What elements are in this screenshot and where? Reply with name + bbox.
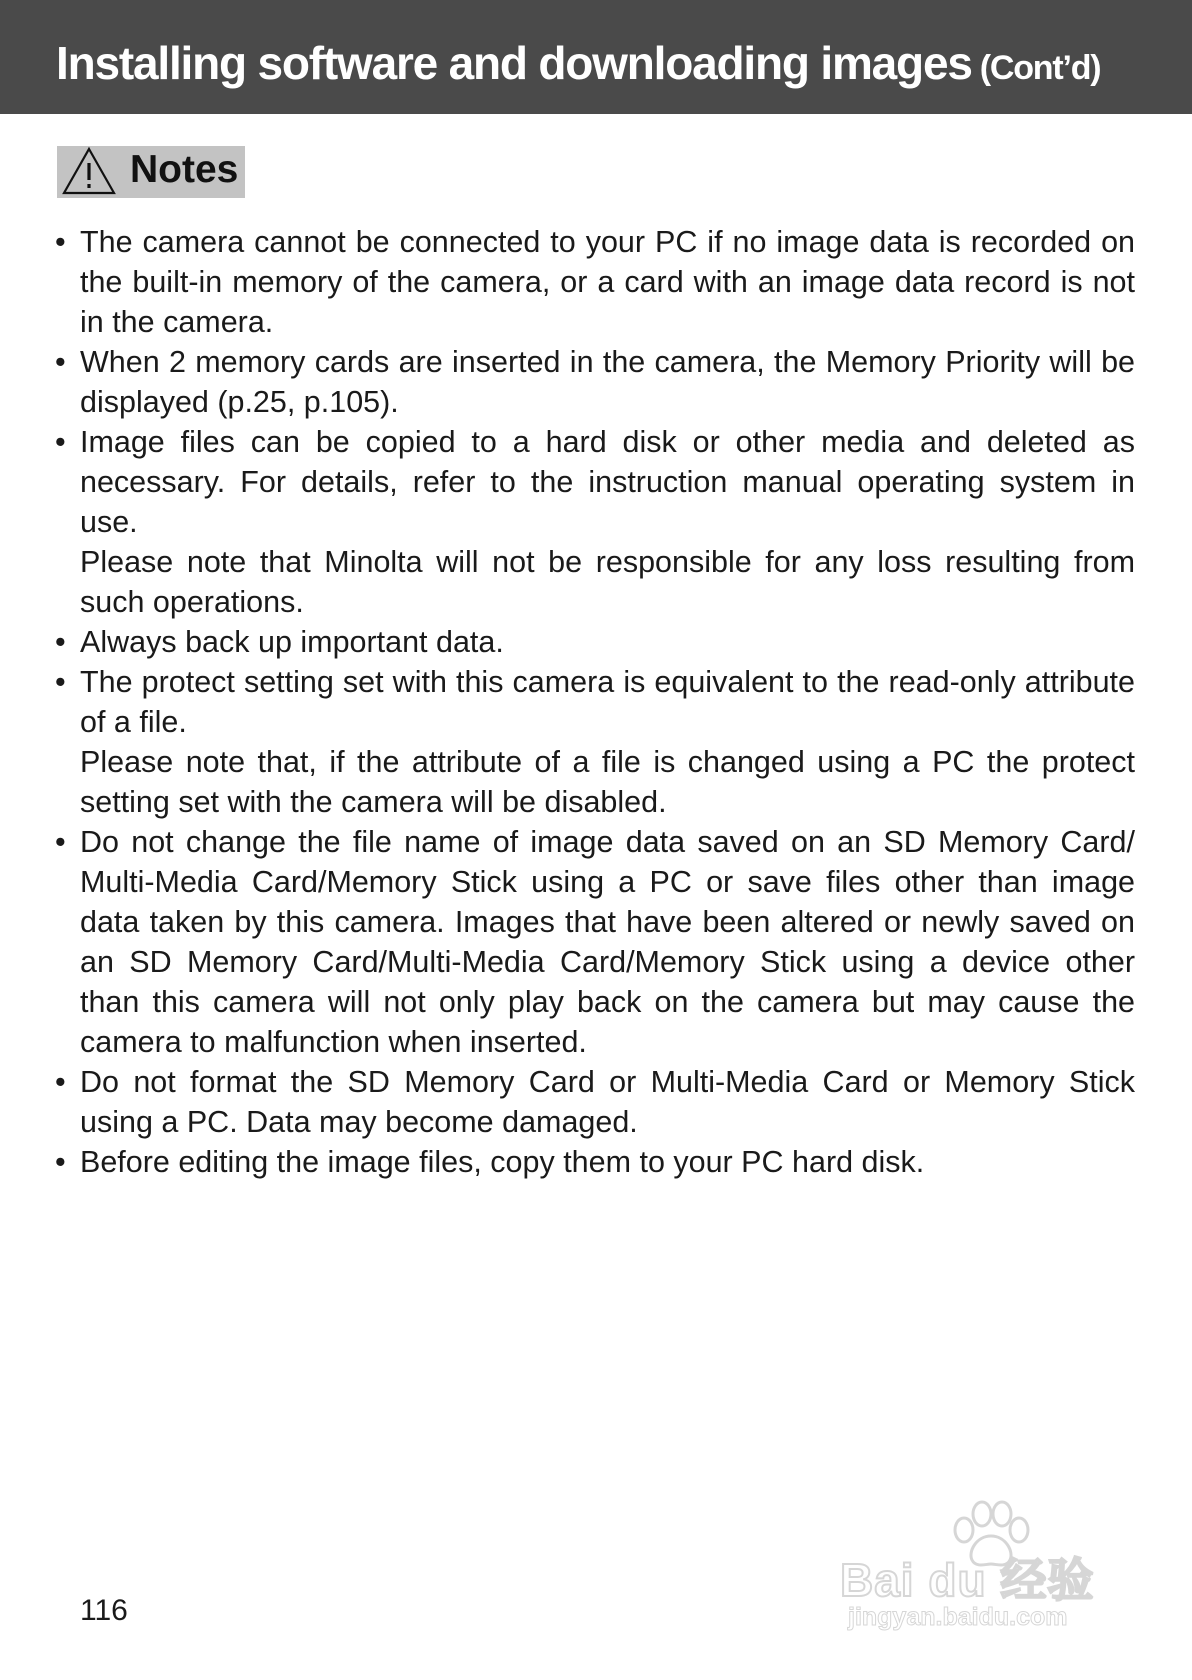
list-item xyxy=(55,662,1135,822)
list-item xyxy=(55,622,1135,662)
note-text: When 2 memory cards are inserted in the camera, the Memory Priority will be displayed (p.25, p.105). xyxy=(80,345,1135,419)
note-text: Before editing the image files, copy them to your PC hard disk. xyxy=(80,1145,925,1179)
page-number: 116 xyxy=(80,1594,128,1627)
warning-triangle-icon xyxy=(61,146,117,196)
notes-heading-label: Notes xyxy=(130,148,239,191)
list-item xyxy=(55,1142,1135,1182)
note-text: Please note that, if the attribute of a file is changed using a PC the protect setting set with the camera will be disabled. xyxy=(80,745,1135,819)
note-text: Always back up important data. xyxy=(80,625,504,659)
bullet: • xyxy=(55,425,66,459)
note-text: The protect setting set with this camera is equivalent to the read-only attribute of a file. xyxy=(80,665,1135,739)
page-title xyxy=(56,36,1100,90)
bullet: • xyxy=(55,225,66,259)
baidu-watermark xyxy=(840,1500,1130,1640)
note-text: The camera cannot be connected to your PC if no image data is recorded on the built-in memory of the camera, or a card with an image data record is not in the camera. xyxy=(80,225,1135,339)
notes-list xyxy=(55,222,1135,1182)
notes-heading xyxy=(57,146,245,198)
page-title-main: Installing software and downloading images xyxy=(56,37,972,89)
note-text: Do not change the file name of image data saved on an SD Memory Card/ Multi-Media Card/Memory Stick using a PC or save files other than image data taken by this camera. Images that have been altered or newly saved on an SD Memory Card/Multi-Media Card/Memory Stick using a device other than this camera will not only play back on the camera but may cause the camera to malfunction when inserted. xyxy=(80,825,1135,1059)
page-title-suffix: (Cont’d) xyxy=(979,49,1101,87)
note-text: Please note that Minolta will not be responsible for any loss resulting from such operations. xyxy=(80,545,1135,619)
list-item xyxy=(55,222,1135,342)
bullet: • xyxy=(55,625,66,659)
header-bar xyxy=(0,0,1192,114)
note-text: Do not format the SD Memory Card or Multi-Media Card or Memory Stick using a PC. Data may become damaged. xyxy=(80,1065,1135,1139)
bullet: • xyxy=(55,825,66,859)
note-text: Image files can be copied to a hard disk or other media and deleted as necessary. For details, refer to the instruction manual operating system in use. xyxy=(80,425,1135,539)
bullet: • xyxy=(55,665,66,699)
list-item xyxy=(55,422,1135,622)
bullet: • xyxy=(55,1145,66,1179)
bullet: • xyxy=(55,1065,66,1099)
list-item xyxy=(55,1062,1135,1142)
watermark-brand: Bai du 经验 xyxy=(840,1554,1095,1606)
bullet: • xyxy=(55,345,66,379)
list-item xyxy=(55,342,1135,422)
watermark-url: jingyan.baidu.com xyxy=(848,1603,1068,1631)
list-item xyxy=(55,822,1135,1062)
